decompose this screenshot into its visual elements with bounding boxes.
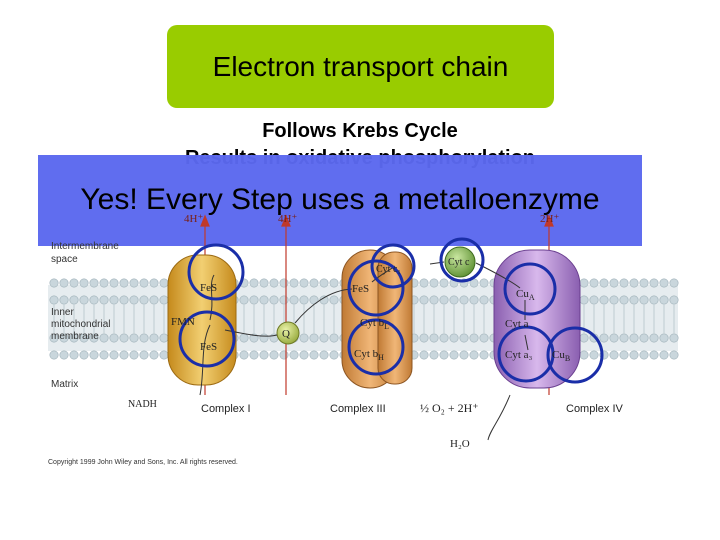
- lipid-head: [80, 296, 88, 304]
- lipid-head: [160, 351, 168, 359]
- lipid-head: [600, 279, 608, 287]
- lipid-head: [320, 279, 328, 287]
- lipid-head: [440, 296, 448, 304]
- lipid-head: [300, 334, 308, 342]
- lipid-head: [640, 334, 648, 342]
- lipid-head: [100, 279, 108, 287]
- inner-membrane-label: Inner mitochondrial membrane: [51, 307, 111, 342]
- lipid-head: [430, 351, 438, 359]
- lipid-head: [430, 296, 438, 304]
- lipid-head: [470, 296, 478, 304]
- lipid-head: [60, 351, 68, 359]
- lipid-head: [260, 296, 268, 304]
- nadh-label: NADH: [128, 399, 157, 410]
- lipid-head: [610, 279, 618, 287]
- lipid-head: [120, 279, 128, 287]
- copyright-text: Copyright 1999 John Wiley and Sons, Inc. All rights reserved.: [48, 459, 238, 466]
- lipid-head: [140, 334, 148, 342]
- lipid-head: [640, 296, 648, 304]
- lipid-head: [610, 334, 618, 342]
- lipid-head: [130, 334, 138, 342]
- lipid-head: [100, 334, 108, 342]
- lipid-head: [330, 279, 338, 287]
- lipid-head: [290, 351, 298, 359]
- complex-4-cu-a-sub: A: [528, 293, 535, 302]
- lipid-head: [270, 351, 278, 359]
- proton-label-2: 4H⁺: [278, 213, 298, 225]
- lipid-head: [590, 296, 598, 304]
- lipid-head: [620, 279, 628, 287]
- lipid-head: [650, 279, 658, 287]
- lipid-head: [270, 296, 278, 304]
- lipid-head: [420, 351, 428, 359]
- lipid-head: [420, 279, 428, 287]
- lipid-head: [640, 279, 648, 287]
- intermembrane-label: Intermembrane space: [51, 241, 119, 265]
- lipid-head: [80, 279, 88, 287]
- lipid-head: [670, 334, 678, 342]
- cytochrome-c-label: Cyt c: [448, 257, 470, 268]
- lipid-head: [60, 296, 68, 304]
- lipid-head: [250, 351, 258, 359]
- lipid-head: [250, 279, 258, 287]
- lipid-head: [100, 351, 108, 359]
- lipid-head: [310, 334, 318, 342]
- complex-3-cyt-bl-sub: L: [384, 322, 390, 331]
- complex-4-cu-b-sub: B: [564, 354, 571, 363]
- lipid-head: [300, 351, 308, 359]
- lipid-head: [430, 334, 438, 342]
- lipid-head: [130, 351, 138, 359]
- lipid-head: [470, 334, 478, 342]
- ubiquinone-label: Q: [282, 328, 290, 340]
- complex-3-name: Complex III: [330, 403, 386, 415]
- lipid-head: [620, 296, 628, 304]
- lipid-head: [320, 334, 328, 342]
- lipid-head: [300, 296, 308, 304]
- lipid-head: [310, 351, 318, 359]
- complex-4-cyt-a3: Cyt a₃: [505, 349, 533, 361]
- lipid-head: [320, 351, 328, 359]
- complex-4-cu-a: Cu: [516, 288, 529, 300]
- lipid-head: [140, 351, 148, 359]
- lipid-head: [670, 279, 678, 287]
- lipid-head: [470, 351, 478, 359]
- lipid-head: [240, 296, 248, 304]
- lipid-head: [110, 351, 118, 359]
- complex-4-name: Complex IV: [566, 403, 623, 415]
- lipid-head: [160, 279, 168, 287]
- proton-label-3: 2H⁺: [540, 213, 560, 225]
- lipid-head: [650, 296, 658, 304]
- lipid-head: [90, 279, 98, 287]
- lipid-head: [650, 334, 658, 342]
- lipid-head: [280, 351, 288, 359]
- lipid-head: [90, 351, 98, 359]
- lipid-head: [580, 279, 588, 287]
- lipid-head: [620, 334, 628, 342]
- lipid-head: [310, 279, 318, 287]
- complex-1-fes-top: FeS: [200, 282, 218, 294]
- lipid-head: [670, 351, 678, 359]
- lipid-head: [110, 279, 118, 287]
- lipid-head: [460, 334, 468, 342]
- lipid-head: [150, 334, 158, 342]
- lipid-head: [650, 351, 658, 359]
- lipid-head: [130, 279, 138, 287]
- lipid-head: [450, 334, 458, 342]
- lipid-head: [670, 296, 678, 304]
- lipid-head: [50, 351, 58, 359]
- lipid-head: [90, 296, 98, 304]
- complex-1-fmn: FMN: [171, 316, 195, 328]
- lipid-head: [480, 334, 488, 342]
- lipid-head: [590, 279, 598, 287]
- lipid-head: [580, 351, 588, 359]
- complex-3-cyt-bh: Cyt b: [354, 348, 379, 360]
- lipid-head: [440, 351, 448, 359]
- lipid-head: [250, 296, 258, 304]
- lipid-head: [70, 296, 78, 304]
- lipid-head: [440, 334, 448, 342]
- lipid-head: [600, 334, 608, 342]
- lipid-head: [660, 279, 668, 287]
- complex-1-name: Complex I: [201, 403, 251, 415]
- lipid-head: [290, 296, 298, 304]
- lipid-head: [330, 296, 338, 304]
- lipid-head: [140, 296, 148, 304]
- lipid-head: [260, 279, 268, 287]
- lipid-head: [480, 279, 488, 287]
- lipid-head: [450, 351, 458, 359]
- lipid-head: [640, 351, 648, 359]
- lipid-head: [660, 334, 668, 342]
- lipid-head: [120, 296, 128, 304]
- lipid-head: [120, 351, 128, 359]
- lipid-head: [450, 296, 458, 304]
- lipid-head: [330, 334, 338, 342]
- lipid-head: [620, 351, 628, 359]
- oxygen-reaction: ½ O₂ + 2H⁺: [420, 401, 479, 415]
- water-label: H₂O: [450, 438, 470, 450]
- proton-label-1: 4H⁺: [184, 213, 204, 225]
- lipid-head: [280, 296, 288, 304]
- lipid-head: [160, 296, 168, 304]
- lipid-head: [590, 351, 598, 359]
- lipid-head: [610, 351, 618, 359]
- lipid-head: [660, 296, 668, 304]
- lipid-head: [130, 296, 138, 304]
- lipid-head: [70, 351, 78, 359]
- lipid-head: [150, 351, 158, 359]
- lipid-head: [630, 351, 638, 359]
- lipid-head: [630, 296, 638, 304]
- lipid-head: [310, 296, 318, 304]
- lipid-head: [100, 296, 108, 304]
- lipid-head: [80, 351, 88, 359]
- lipid-head: [120, 334, 128, 342]
- subtitle-krebs: Follows Krebs Cycle: [262, 120, 458, 142]
- lipid-head: [580, 334, 588, 342]
- lipid-head: [110, 334, 118, 342]
- lipid-head: [420, 296, 428, 304]
- complex-3-cyt-bl: Cyt b: [360, 317, 385, 329]
- lipid-head: [70, 279, 78, 287]
- banner-text: Yes! Every Step uses a metalloenzyme: [80, 183, 600, 216]
- complex-4-cu-b: Cu: [552, 349, 565, 361]
- lipid-head: [630, 334, 638, 342]
- lipid-head: [660, 351, 668, 359]
- lipid-head: [50, 279, 58, 287]
- lipid-head: [240, 334, 248, 342]
- lipid-head: [150, 296, 158, 304]
- lipid-head: [110, 296, 118, 304]
- lipid-head: [140, 279, 148, 287]
- lipid-head: [290, 279, 298, 287]
- lipid-head: [580, 296, 588, 304]
- lipid-head: [270, 279, 278, 287]
- lipid-head: [300, 279, 308, 287]
- complex-3-fes: FeS: [352, 283, 370, 295]
- lipid-head: [600, 296, 608, 304]
- lipid-head: [480, 296, 488, 304]
- lipid-head: [60, 279, 68, 287]
- lipid-head: [160, 334, 168, 342]
- lipid-head: [260, 334, 268, 342]
- lipid-head: [330, 351, 338, 359]
- lipid-head: [420, 334, 428, 342]
- lipid-head: [440, 279, 448, 287]
- lipid-head: [50, 296, 58, 304]
- lipid-head: [240, 351, 248, 359]
- complex-3-cyt-c1: Cyt c₁: [376, 264, 401, 275]
- matrix-label: Matrix: [51, 379, 79, 390]
- lipid-head: [630, 279, 638, 287]
- lipid-head: [610, 296, 618, 304]
- lipid-head: [260, 351, 268, 359]
- lipid-head: [430, 279, 438, 287]
- lipid-head: [460, 351, 468, 359]
- complex-3-cyt-bh-sub: H: [378, 353, 384, 362]
- complex-1-fes-bottom: FeS: [200, 341, 218, 353]
- lipid-head: [150, 279, 158, 287]
- lipid-head: [280, 279, 288, 287]
- lipid-head: [480, 351, 488, 359]
- complex-4-cyt-a: Cyt a: [505, 318, 529, 330]
- page-title: Electron transport chain: [212, 50, 509, 82]
- lipid-head: [460, 296, 468, 304]
